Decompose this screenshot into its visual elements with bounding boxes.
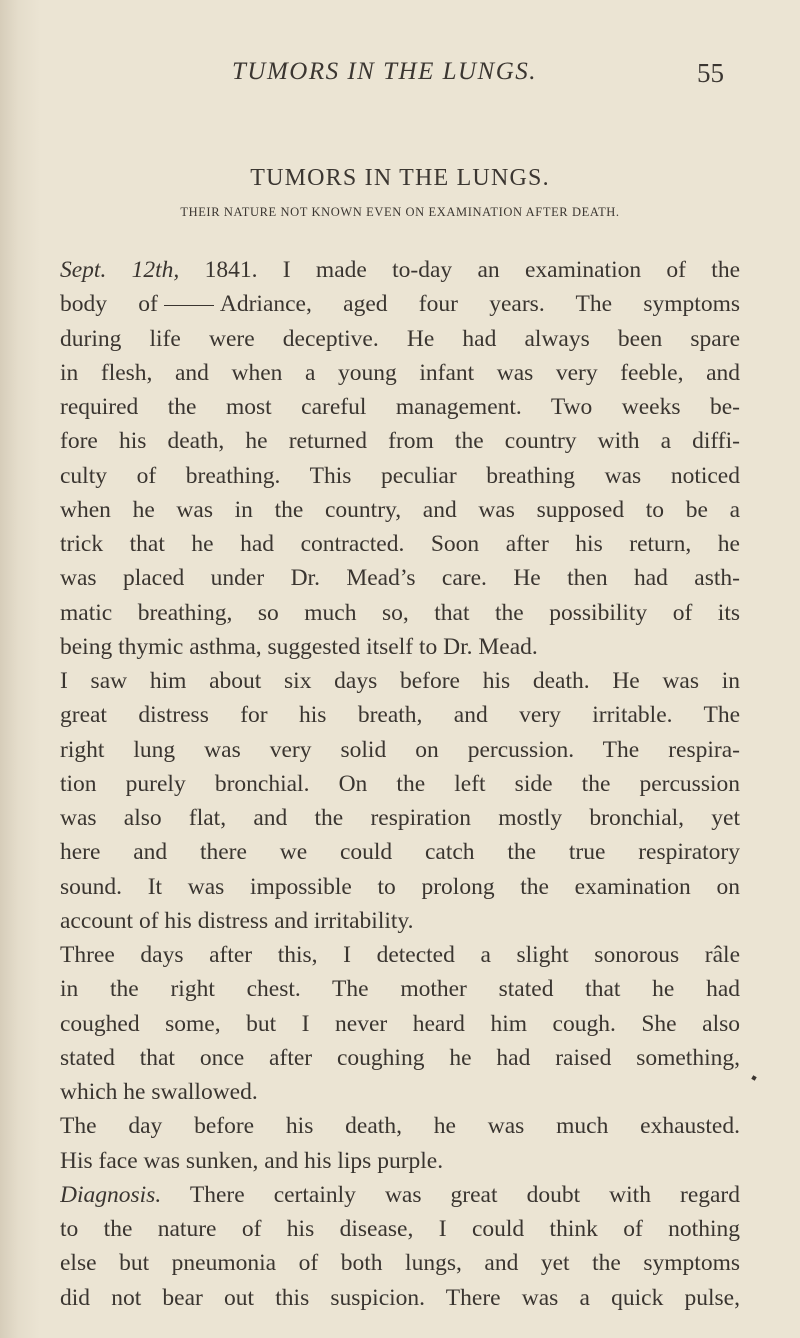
text-line: fore his death, he returned from the country with a diffi- [60, 428, 740, 455]
chapter-subtitle: THEIR NATURE NOT KNOWN EVEN ON EXAMINATION AFTER DEATH. [180, 205, 620, 219]
running-header [0, 58, 800, 98]
ink-speck [751, 1075, 756, 1080]
text-span: body of [60, 291, 158, 318]
text-span: There certainly was great doubt with regard [189, 1181, 740, 1208]
text-span: 1841. I made to-day an examination of the [204, 257, 740, 283]
text-line: being thymic asthma, suggested itself to Dr. Mead. [60, 633, 538, 660]
date-day: 12th, [131, 257, 180, 283]
text-line: I saw him about six days before his death. He was in [60, 668, 740, 694]
text-line: when he was in the country, and was supposed to be a [60, 496, 740, 523]
text-line: which he swallowed. [60, 1079, 258, 1105]
text-line: did not bear out this suspicion. There was a quick pulse, [60, 1284, 740, 1311]
text-line: was placed under Dr. Mead’s care. He then had asth- [60, 565, 740, 592]
section-label-diagnosis: Diagnosis. [60, 1181, 162, 1208]
text-line: in the right chest. The mother stated that he had [60, 976, 740, 1003]
text-line: sound. It was impossible to prolong the examination on [60, 873, 740, 900]
text-line: The day before his death, he was much exhausted. [60, 1113, 740, 1140]
text-line: required the most careful management. Two weeks be- [60, 394, 740, 420]
text-span: Adriance, aged four years. The symptoms [219, 291, 740, 318]
chapter-title: TUMORS IN THE LUNGS. [250, 165, 550, 191]
text-line [60, 287, 740, 321]
text-line: His face was sunken, and his lips purple. [60, 1147, 444, 1174]
text-line: culty of breathing. This peculiar breathing was noticed [60, 462, 740, 489]
date-month: Sept. [60, 257, 107, 283]
text-line: trick that he had contracted. Soon after his return, he [60, 531, 740, 557]
text-line: to the nature of his disease, I could think of nothing [60, 1216, 740, 1242]
text-line [60, 253, 740, 287]
page-number: 55 [697, 58, 724, 88]
text-line: great distress for his breath, and very irritable. The [60, 702, 740, 729]
text-line: here and there we could catch the true respiratory [60, 839, 740, 866]
text-line: in flesh, and when a young infant was very feeble, and [60, 359, 740, 386]
text-line: tion purely bronchial. On the left side the percussion [60, 770, 740, 797]
text-line: else but pneumonia of both lungs, and yet the symptoms [60, 1250, 740, 1277]
text-line [60, 1178, 740, 1212]
body-text [60, 253, 740, 1315]
text-line: coughed some, but I never heard him cough. She also [60, 1010, 740, 1037]
text-line: Three days after this, I detected a slight sonorous râle [60, 942, 740, 968]
text-line: was also flat, and the respiration mostly bronchial, yet [60, 805, 740, 831]
text-line: during life were deceptive. He had always been spare [60, 325, 740, 352]
text-line: right lung was very solid on percussion. The respira- [60, 736, 740, 763]
text-line: account of his distress and irritability. [60, 907, 414, 934]
running-title: TUMORS IN THE LUNGS. [232, 58, 538, 85]
name-omitted-dash [164, 305, 214, 306]
text-line: stated that once after coughing he had raised something, [60, 1044, 740, 1071]
text-line: matic breathing, so much so, that the possibility of its [60, 599, 740, 626]
